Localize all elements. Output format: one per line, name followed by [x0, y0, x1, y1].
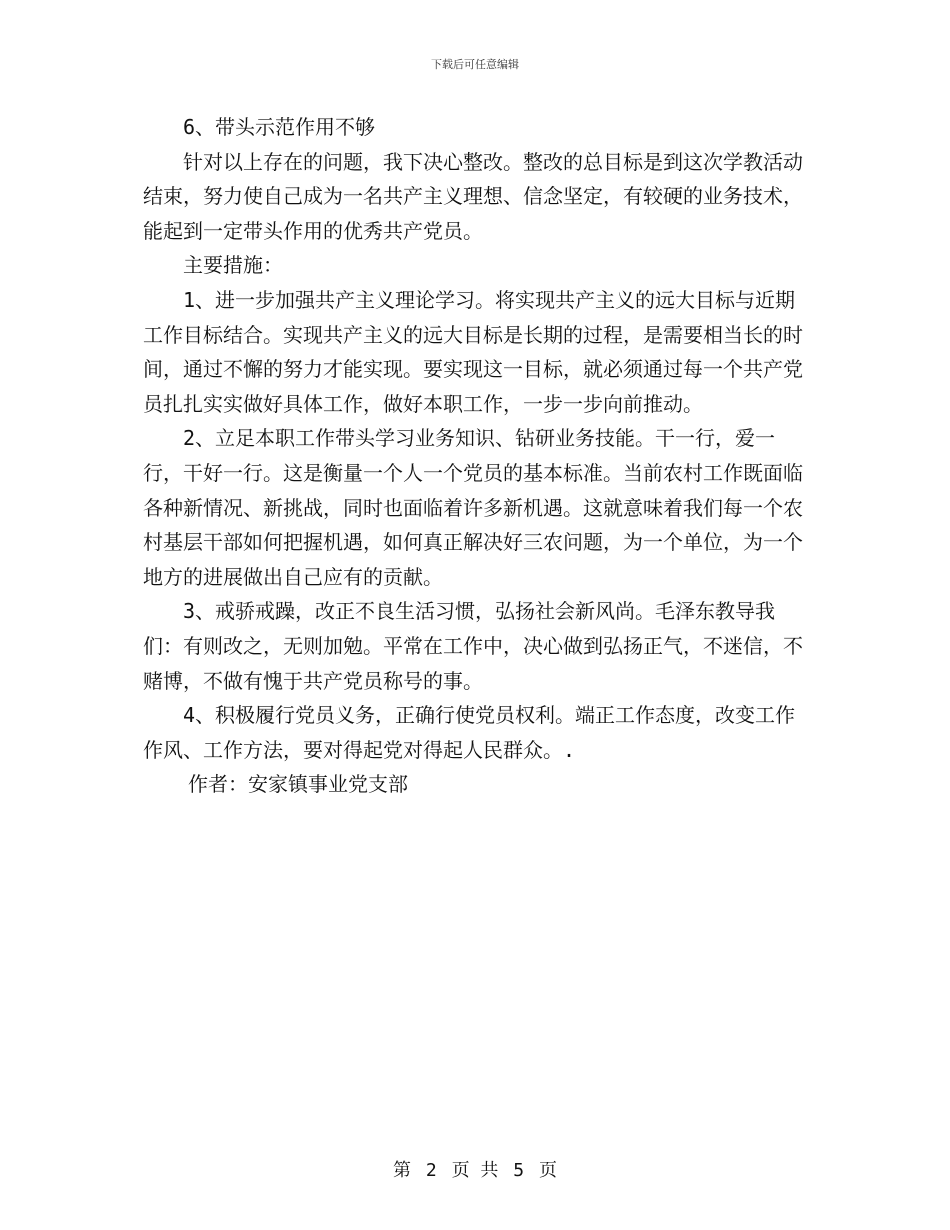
paragraph-measure-4: 4、积极履行党员义务，正确行使党员权利。端正工作态度，改变工作作风、工作方法，要对得起党对得起人民群众。.	[143, 703, 796, 762]
current-page-number: 2	[425, 1160, 437, 1181]
page-header: 下载后可任意编辑	[431, 58, 519, 71]
paragraph-measure-1: 1、进一步加强共产主义理论学习。将实现共产主义的远大目标与近期工作目标结合。实现共产主义的远大目标是长期的过程，是需要相当长的时间，通过不懈的努力才能实现。要实现这一目标，就必须通过每一个共产党员扎扎实实做好具体工作，做好本职工作，一步一步向前推动。	[143, 287, 803, 416]
paragraph-rectification-goal: 针对以上存在的问题，我下决心整改。整改的总目标是到这次学教活动结束，努力使自己成为一名共产主义理想、信念坚定，有较硬的业务技术，能起到一定带头作用的优秀共产党员。	[143, 149, 803, 243]
document-body	[143, 110, 809, 802]
footer-suffix: 页	[538, 1160, 557, 1181]
paragraph-measure-2: 2、立足本职工作带头学习业务知识、钻研业务技能。干一行，爱一行，干好一行。这是衡量一个人一个党员的基本标准。当前农村工作既面临各种新情况、新挑战，同时也面临着许多新机遇。这就意味着我们每一个农村基层干部如何把握机遇，如何真正解决好三农问题，为一个单位，为一个地方的进展做出自己应有的贡献。	[143, 426, 803, 589]
footer-prefix: 第	[393, 1160, 412, 1181]
footer-mid: 页 共	[451, 1160, 499, 1181]
paragraph-measure-3: 3、戒骄戒躁，改正不良生活习惯，弘扬社会新风尚。毛泽东教导我们：有则改之，无则加勉。平常在工作中，决心做到弘扬正气，不迷信，不赌博，不做有愧于共产党员称号的事。	[143, 599, 803, 693]
page-footer	[0, 1156, 950, 1182]
paragraph-item-6: 6、带头示范作用不够	[183, 115, 376, 139]
total-page-count: 5	[513, 1160, 525, 1181]
paragraph-main-measures-heading: 主要措施：	[183, 253, 283, 278]
author-line: 作者：安家镇事业党支部	[188, 772, 408, 797]
